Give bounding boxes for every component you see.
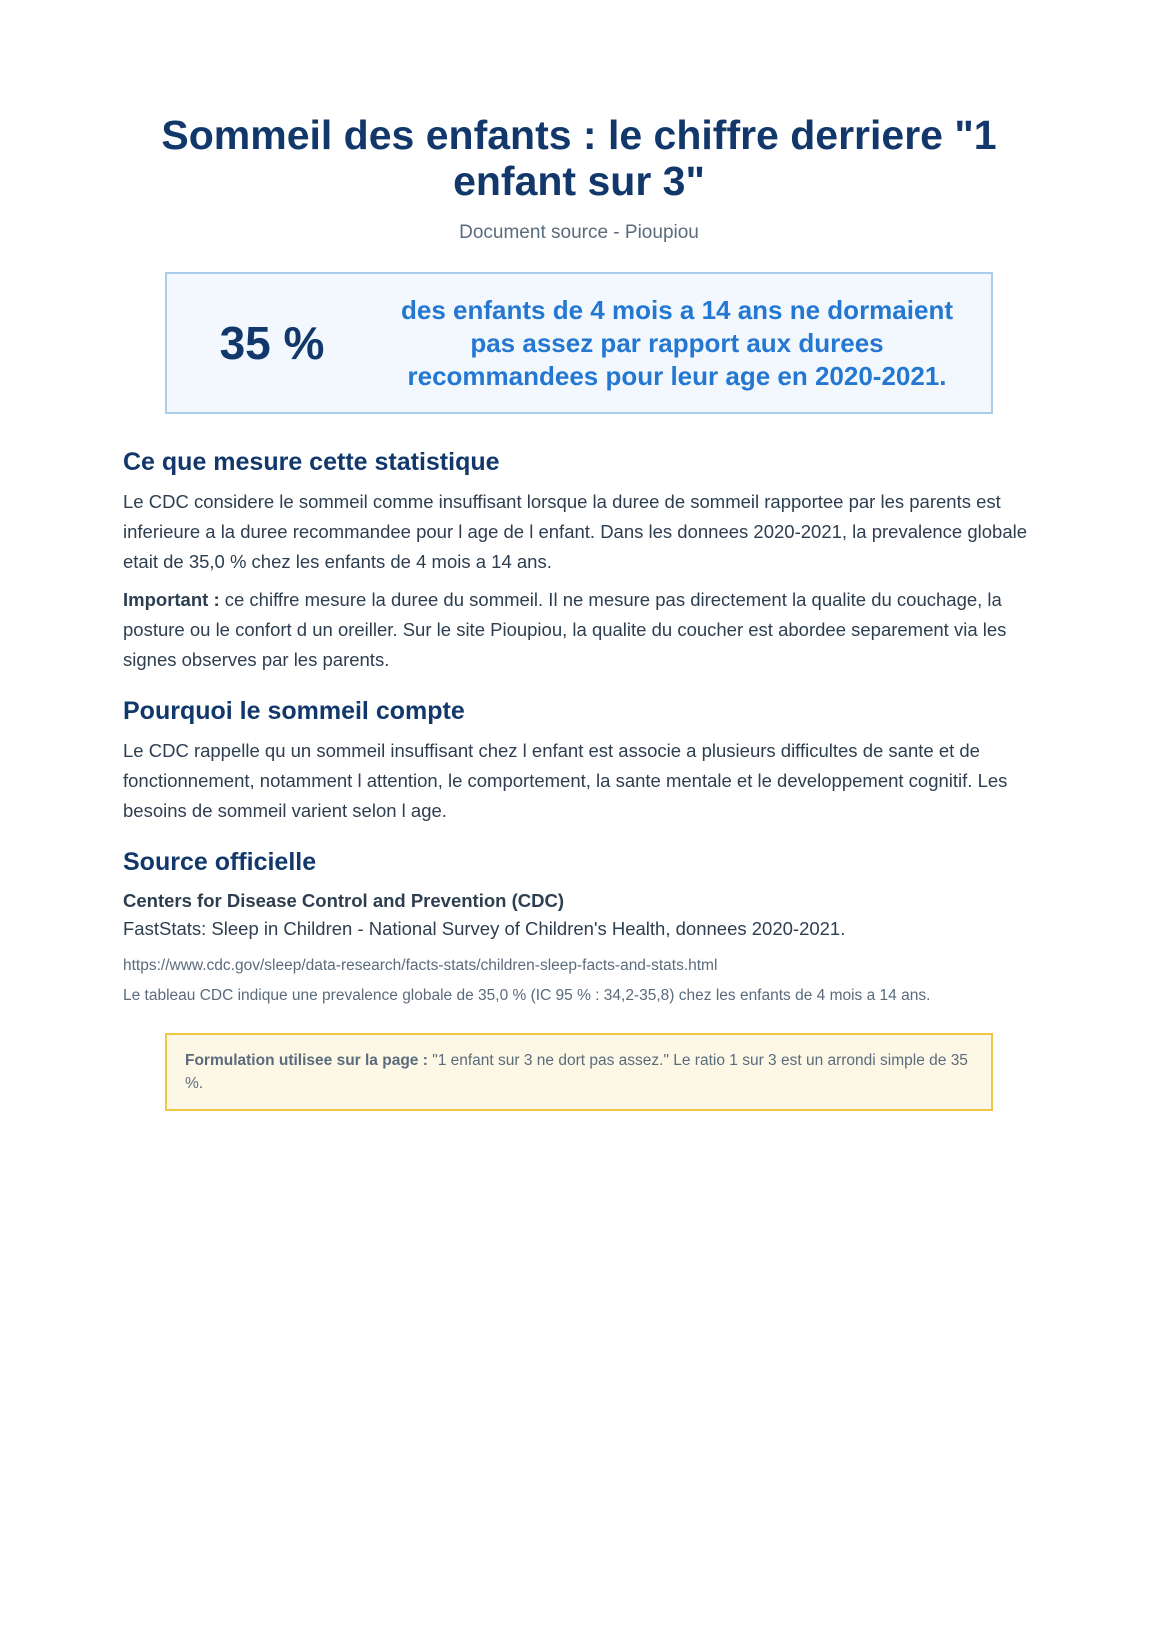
why-paragraph: Le CDC rappelle qu un sommeil insuffisant chez l enfant est associe a plusieurs difficultes de sante et de fonctionnement, notamment l attention, le comportement, la sante mentale et le developpement cognitif. Les besoins de sommeil varient selon l age. bbox=[123, 740, 1008, 821]
section-why bbox=[123, 697, 1035, 826]
source-survey: FastStats: Sleep in Children - National Survey of Children's Health, donnees 2020-2021. bbox=[123, 918, 846, 939]
section-heading-source: Source officielle bbox=[123, 848, 317, 876]
page-subtitle: Document source - Pioupiou bbox=[459, 222, 699, 243]
section-measure bbox=[123, 448, 1035, 675]
callout-text: "1 enfant sur 3 ne dort pas assez." Le ratio 1 sur 3 est un arrondi simple de 35 %. bbox=[185, 1052, 968, 1092]
key-stat-text: des enfants de 4 mois a 14 ans ne dormaient pas assez par rapport aux durees recommandees pour leur age en 2020-2021. bbox=[401, 294, 953, 391]
important-paragraph bbox=[123, 585, 1035, 675]
source-organization: Centers for Disease Control and Prevention (CDC) bbox=[123, 890, 564, 911]
source-url: https://www.cdc.gov/sleep/data-research/facts-stats/children-sleep-facts-and-stats.html bbox=[123, 957, 718, 974]
section-heading-why: Pourquoi le sommeil compte bbox=[123, 697, 465, 725]
key-stat-box bbox=[165, 272, 993, 414]
section-source bbox=[123, 848, 1035, 1007]
measure-paragraph: Le CDC considere le sommeil comme insuffisant lorsque la duree de sommeil rapportee par les parents est inferieure a la duree recommandee pour l age de l enfant. Dans les donnees 2020-2021, la prevalence globale etait de 35,0 % chez les enfants de 4 mois a 14 ans. bbox=[123, 491, 1028, 572]
wording-callout bbox=[165, 1033, 993, 1111]
important-label: Important : bbox=[123, 589, 220, 610]
section-heading-measure: Ce que mesure cette statistique bbox=[123, 448, 500, 476]
page-title: Sommeil des enfants : le chiffre derriere "1 enfant sur 3" bbox=[161, 112, 997, 204]
key-stat-number: 35 % bbox=[219, 317, 325, 369]
source-note: Le tableau CDC indique une prevalence globale de 35,0 % (IC 95 % : 34,2-35,8) chez les enfants de 4 mois a 14 ans. bbox=[123, 987, 931, 1004]
callout-label: Formulation utilisee sur la page : bbox=[185, 1052, 428, 1069]
important-text: ce chiffre mesure la duree du sommeil. Il ne mesure pas directement la qualite du couchage, la posture ou le confort d un oreiller. Sur le site Pioupiou, la qualite du coucher est abordee separement via les signes observes par les parents. bbox=[123, 589, 1007, 670]
